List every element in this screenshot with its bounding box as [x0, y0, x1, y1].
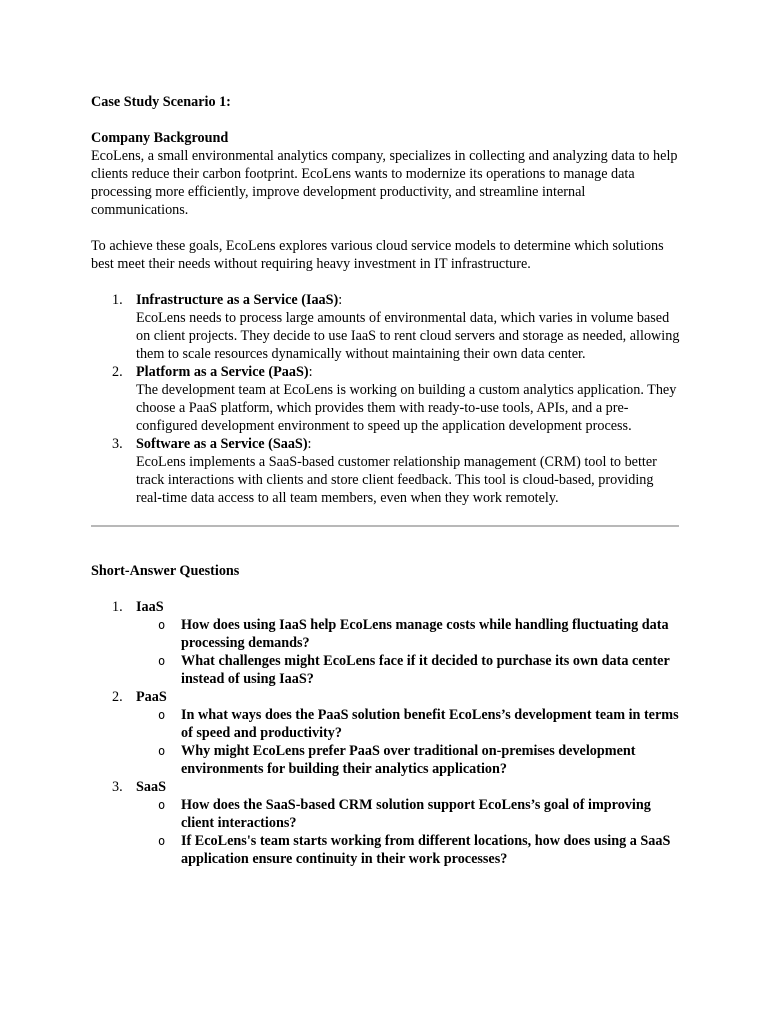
sub-questions: [136, 616, 681, 688]
model-name: Software as a Service (SaaS): [136, 436, 308, 452]
horizontal-divider: [91, 525, 679, 527]
question-text: In what ways does the PaaS solution benefit EcoLens’s development team in terms of speed and productivity?: [181, 707, 679, 741]
list-item-iaas: [91, 291, 681, 363]
question-item: [136, 832, 681, 868]
question-text: Why might EcoLens prefer PaaS over traditional on-premises development environments for building their analytics application?: [181, 743, 636, 777]
bullet-icon: o: [158, 744, 166, 758]
bullet-icon: o: [158, 618, 166, 632]
document-page: [91, 93, 681, 868]
questions-heading: Short-Answer Questions: [91, 563, 240, 579]
question-item: [136, 742, 681, 778]
question-item: [136, 706, 681, 742]
question-item: [136, 652, 681, 688]
model-description: EcoLens implements a SaaS-based customer relationship management (CRM) tool to better track interactions with clients and store client feedback. This tool is cloud-based, providing real-time data access to all team members, even when they work remotely.: [136, 454, 657, 506]
bullet-icon: o: [158, 798, 166, 812]
list-item-paas: [91, 363, 681, 435]
questions-list: [91, 598, 681, 868]
list-number: 2.: [112, 364, 123, 380]
question-group-label: IaaS: [136, 599, 164, 615]
model-name: Platform as a Service (PaaS): [136, 364, 309, 380]
question-group-saas: [91, 778, 681, 868]
model-description: EcoLens needs to process large amounts of environmental data, which varies in volume based on client projects. They decide to use IaaS to rent cloud servers and storage as needed, allowing them to scale resources dynamically without maintaining their own data center.: [136, 310, 680, 362]
list-number: 1.: [112, 292, 123, 308]
question-group-iaas: [91, 598, 681, 688]
question-group-label: PaaS: [136, 689, 167, 705]
question-text: How does the SaaS-based CRM solution support EcoLens’s goal of improving client interactions?: [181, 797, 651, 831]
model-colon: :: [307, 436, 312, 452]
bullet-icon: o: [158, 708, 166, 722]
question-text: How does using IaaS help EcoLens manage costs while handling fluctuating data processing demands?: [181, 617, 669, 651]
question-text: What challenges might EcoLens face if it decided to purchase its own data center instead of using IaaS?: [181, 653, 670, 687]
list-number: 3.: [112, 436, 123, 452]
background-paragraph: EcoLens, a small environmental analytics company, specializes in collecting and analyzing data to help clients reduce their carbon footprint. EcoLens wants to modernize its operations to manage data processing more efficiently, improve development productivity, and streamline internal communications.: [91, 148, 678, 218]
goals-paragraph: To achieve these goals, EcoLens explores various cloud service models to determine which solutions best meet their needs without requiring heavy investment in IT infrastructure.: [91, 238, 664, 272]
question-group-paas: [91, 688, 681, 778]
sub-questions: [136, 706, 681, 778]
question-text: If EcoLens's team starts working from different locations, how does using a SaaS application ensure continuity in their work processes?: [181, 833, 671, 867]
service-models-list: [91, 291, 681, 507]
model-colon: :: [308, 364, 313, 380]
bullet-icon: o: [158, 834, 166, 848]
question-group-label: SaaS: [136, 779, 166, 795]
sub-questions: [136, 796, 681, 868]
document-title: Case Study Scenario 1:: [91, 94, 231, 110]
model-description: The development team at EcoLens is working on building a custom analytics application. They choose a PaaS platform, which provides them with ready-to-use tools, APIs, and a pre-configured development environment to speed up the application development process.: [136, 382, 677, 434]
model-colon: :: [338, 292, 343, 308]
list-item-saas: [91, 435, 681, 507]
model-name: Infrastructure as a Service (IaaS): [136, 292, 339, 308]
list-number: 3.: [112, 779, 123, 795]
list-number: 1.: [112, 599, 123, 615]
question-item: [136, 796, 681, 832]
bullet-icon: o: [158, 654, 166, 668]
question-item: [136, 616, 681, 652]
background-heading: Company Background: [91, 130, 229, 146]
list-number: 2.: [112, 689, 123, 705]
